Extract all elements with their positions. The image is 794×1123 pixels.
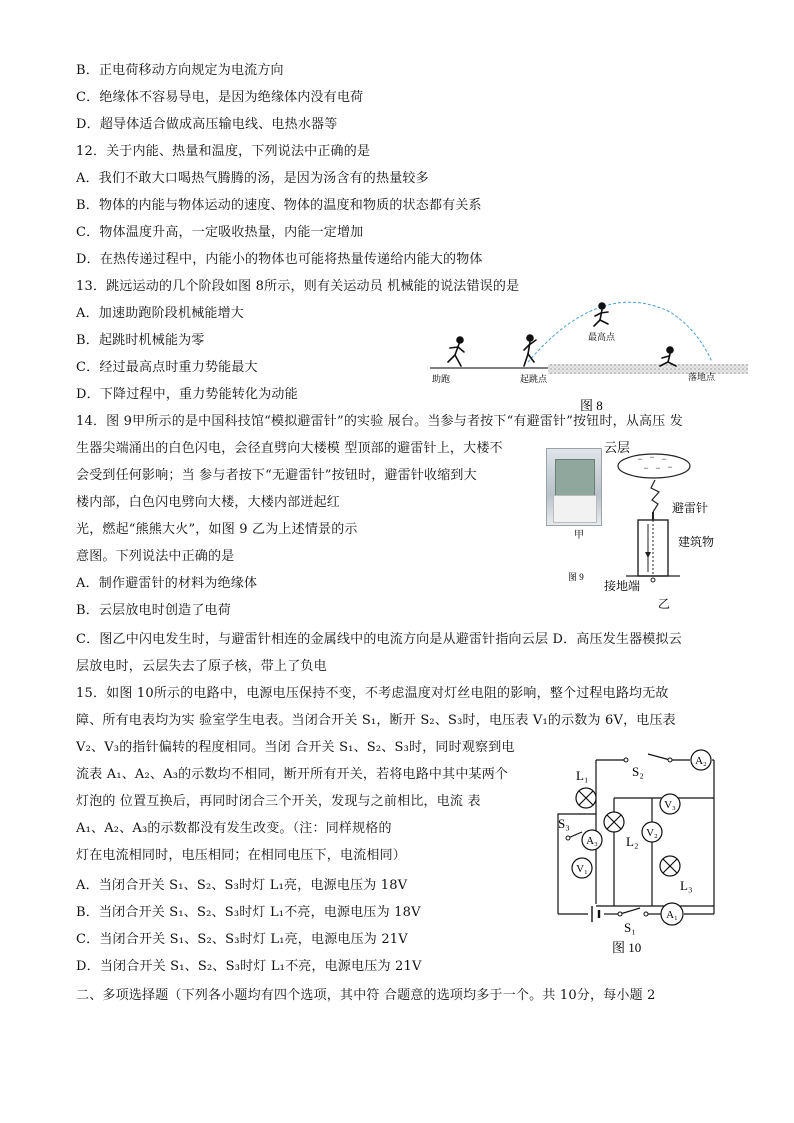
option-13d: D．下降过程中，重力势能转化为动能	[76, 387, 298, 402]
label-A2: A₂	[695, 755, 707, 767]
question-15-stem-2: 障、所有电表均为实 验室学生电表。当闭合开关 S₁，断开 S₂、S₃时，电压表 V₁的示数为 6V，电压表	[76, 713, 676, 728]
question-15-stem-1: 15．如图 10所示的电路中，电源电压保持不变，不考虑温度对灯丝电阻的影响，整个过程电路均无故	[76, 686, 669, 701]
label-L3: L₃	[680, 878, 693, 893]
question-15-note: 灯在电流相同时，电压相同；在相同电压下，电流相同）	[76, 848, 407, 863]
label-jia: 甲	[574, 530, 584, 541]
runner-figure	[448, 337, 464, 366]
lamp-L3-icon	[660, 856, 680, 876]
question-15-stem-5: 灯泡的 位置互换后，再同时闭合三个开关，发现与之前相比，电流 表	[76, 794, 481, 809]
label-building: 建筑物	[678, 535, 715, 549]
ground-terminal	[651, 578, 655, 582]
figure-9-caption: 图 9	[568, 572, 584, 582]
label-run: 助跑	[432, 374, 451, 384]
label-S2: S₂	[632, 764, 644, 779]
question-13-stem: 13．跳远运动的几个阶段如图 8所示，则有关运动员 机械能的说法错误的是	[76, 279, 520, 294]
landing-figure	[660, 347, 676, 366]
svg-text:−: −	[637, 454, 643, 464]
figure-10-caption: 图 10	[612, 940, 642, 955]
label-ground: 接地端	[604, 579, 641, 593]
option-12c: C．物体温度升高，一定吸收热量，内能一定增加	[76, 225, 364, 240]
takeoff-figure	[524, 335, 536, 366]
label-yi: 乙	[658, 597, 671, 611]
trajectory-curve	[528, 302, 712, 362]
label-L2: L₂	[626, 834, 639, 849]
question-14-stem-3: 会受到任何影响；当 参与者按下“无避雷针”按钮时，避雷针收缩到大	[76, 468, 477, 483]
figure-8	[430, 300, 750, 415]
label-top-point: 最高点	[588, 332, 616, 342]
option-13c: C．经过最高点时重力势能最大	[76, 360, 258, 375]
question-15-stem-3: V₂、V₃的指针偏转的程度相同。当闭 合开关 S₁、S₂、S₃时，同时观察到电	[76, 740, 515, 755]
option-14c-d: C．图乙中闪电发生时，与避雷针相连的金属线中的电流方向是从避雷针指向云层 D．高压发生器模拟云	[76, 632, 682, 647]
label-S1: S₁	[624, 920, 636, 935]
switch-s2	[648, 754, 670, 760]
label-cloud: 云层	[604, 440, 631, 455]
question-15-stem-4: 流表 A₁、A₂、A₃的示数均不相同，断开所有开关，若将电路中其中某两个	[76, 767, 509, 782]
switch-s1	[620, 908, 640, 914]
option-14a: A．制作避雷针的材料为绝缘体	[76, 576, 258, 591]
question-15-stem-6: A₁、A₂、A₃的示数都没有发生改变。（注：同样规格的	[76, 821, 392, 836]
option-12d: D．在热传递过程中，内能小的物体也可能将热量传递给内能大的物体	[76, 252, 483, 267]
option-11d: D．超导体适合做成高压输电线、电热水器等	[76, 117, 338, 132]
sand-pit	[548, 364, 748, 374]
option-15b: B．当闭合开关 S₁、S₂、S₃时灯 L₁不亮，电源电压为 18V	[76, 905, 421, 920]
question-14-stem-5: 光，燃起“熊熊大火”，如图 9 乙为上述情景的示	[76, 522, 358, 537]
option-15d: D．当闭合开关 S₁、S₂、S₃时灯 L₁不亮，电源电压为 21V	[76, 959, 422, 974]
svg-text:−: −	[655, 463, 661, 473]
label-landing-point: 落地点	[688, 372, 716, 382]
svg-text:−: −	[667, 462, 673, 472]
svg-text:−: −	[661, 454, 667, 464]
figure-8-caption: 图 8	[580, 398, 603, 413]
label-V1: V₁	[576, 863, 588, 875]
label-A3: A₃	[586, 835, 598, 847]
label-S3: S₃	[558, 816, 570, 831]
option-15c: C．当闭合开关 S₁、S₂、S₃时灯 L₁亮，电源电压为 21V	[76, 932, 408, 947]
lightning-bolt	[651, 480, 659, 512]
battery-icon	[592, 906, 599, 922]
figure-9	[560, 440, 760, 615]
question-14-stem-6: 意图。下列说法中正确的是	[76, 549, 235, 564]
label-V2: V₂	[646, 827, 658, 839]
lamp-L1-icon	[576, 788, 596, 808]
top-figure	[594, 303, 608, 326]
option-11b: B．正电荷移动方向规定为电流方向	[76, 63, 284, 78]
label-rod: 避雷针	[672, 501, 709, 515]
option-12b: B．物体的内能与物体运动的速度、物体的温度和物质的状态都有关系	[76, 198, 482, 213]
option-12a: A．我们不敢大口喝热气腾腾的汤，是因为汤含有的热量较多	[76, 171, 429, 186]
question-12-stem: 12．关于内能、热量和温度，下列说法中正确的是	[76, 144, 371, 159]
svg-text:−: −	[649, 452, 655, 462]
option-13a: A．加速助跑阶段机械能增大	[76, 306, 244, 321]
question-14-stem-2: 生器尖端涌出的白色闪电，会径直劈向大楼模 型顶部的避雷针上，大楼不	[76, 441, 503, 456]
option-13b: B．起跳时机械能为零	[76, 333, 205, 348]
option-11c: C．绝缘体不容易导电，是因为绝缘体内没有电荷	[76, 90, 364, 105]
option-14b: B．云层放电时创造了电荷	[76, 603, 231, 618]
svg-text:−: −	[643, 463, 649, 473]
label-jump-point: 起跳点	[520, 374, 548, 384]
section-2-heading: 二、多项选择题（下列各小题均有四个选项，其中符 合题意的选项均多于一个。共 10分，每小题 2	[76, 988, 656, 1003]
figure-10	[548, 742, 728, 962]
label-L1: L₁	[576, 768, 589, 783]
option-14d-cont: 层放电时，云层失去了原子核，带上了负电	[76, 659, 327, 674]
label-A1: A₁	[666, 909, 678, 921]
lamp-L2-icon	[604, 812, 624, 832]
question-14-stem-4: 楼内部，白色闪电劈向大楼，大楼内部迸起红	[76, 495, 341, 510]
option-15a: A．当闭合开关 S₁、S₂、S₃时灯 L₁亮，电源电压为 18V	[76, 878, 408, 893]
label-V3: V₃	[664, 799, 676, 811]
question-14-stem-1: 14．图 9甲所示的是中国科技馆“模拟避雷针”的实验 展台。当参与者按下“有避雷针”按钮时，从高压 发	[76, 414, 683, 429]
